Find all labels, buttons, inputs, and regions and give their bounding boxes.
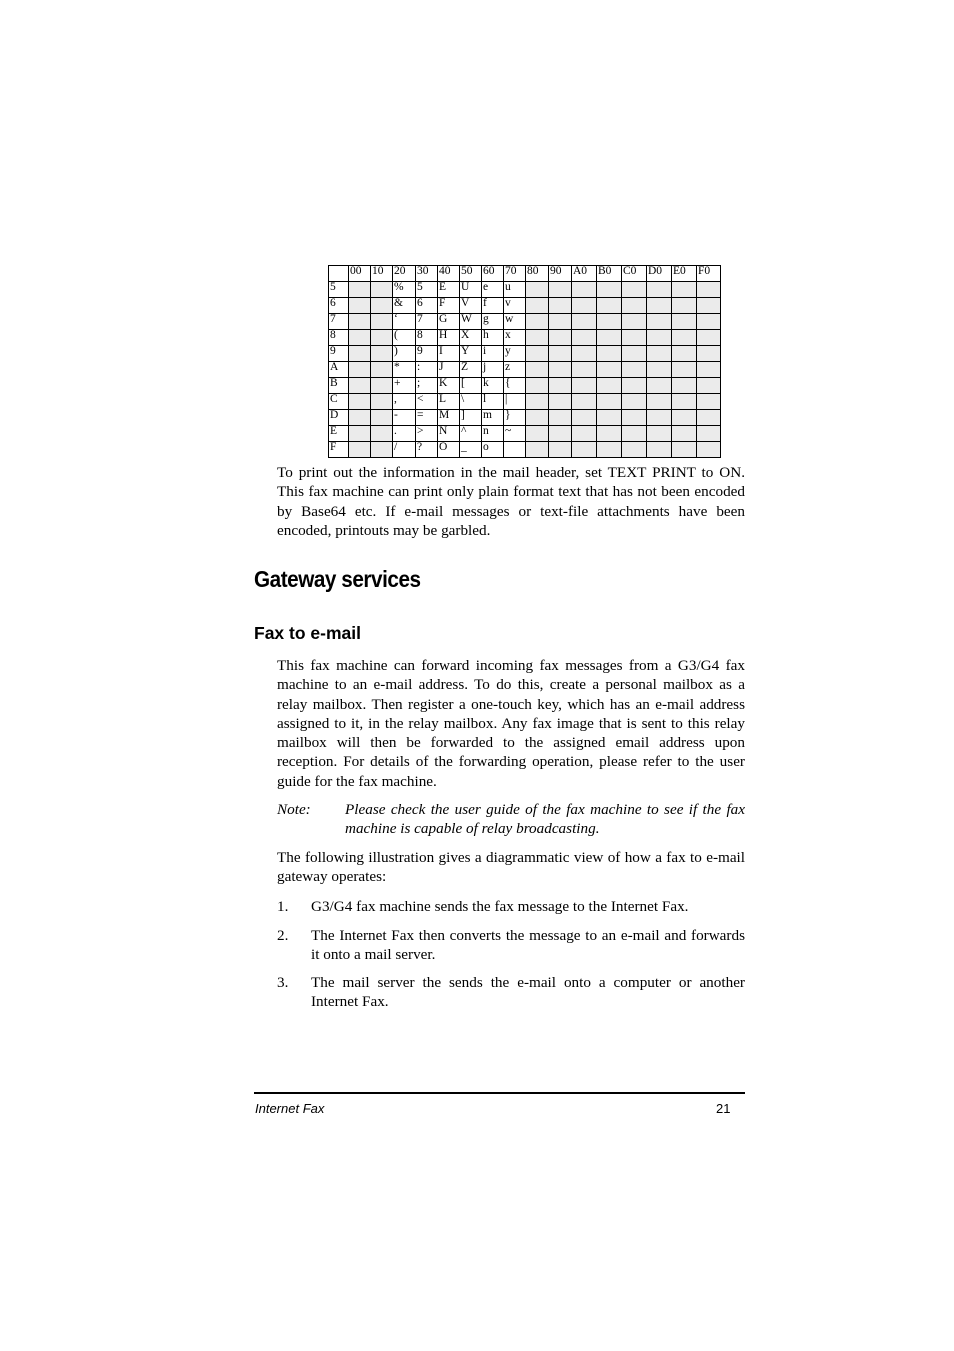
- table-cell: E: [438, 282, 460, 298]
- table-cell: [371, 426, 393, 442]
- column-header: 40: [438, 266, 460, 282]
- table-row: [329, 314, 721, 330]
- table-cell: [549, 442, 572, 458]
- table-cell: [371, 314, 393, 330]
- table-cell: [672, 314, 697, 330]
- table-cell: [697, 298, 721, 314]
- table-cell: D: [329, 410, 349, 426]
- table-cell: [647, 442, 672, 458]
- table-cell: [597, 410, 622, 426]
- table-row: [329, 330, 721, 346]
- table-cell: [371, 282, 393, 298]
- table-cell: [622, 362, 647, 378]
- table-cell: W: [460, 314, 482, 330]
- table-cell: [349, 314, 371, 330]
- page-number: 21: [716, 1101, 731, 1116]
- table-cell: [697, 394, 721, 410]
- table-cell: [672, 362, 697, 378]
- table-cell: [526, 314, 549, 330]
- table-cell: [349, 394, 371, 410]
- table-cell: =: [416, 410, 438, 426]
- table-cell: u: [504, 282, 526, 298]
- list-item: [277, 897, 745, 916]
- column-header: 30: [416, 266, 438, 282]
- table-cell: [526, 394, 549, 410]
- table-cell: [526, 410, 549, 426]
- table-cell: x: [504, 330, 526, 346]
- table-cell: 5: [416, 282, 438, 298]
- table-cell: [371, 394, 393, 410]
- table-cell: [647, 346, 672, 362]
- table-cell: o: [482, 442, 504, 458]
- table-cell: [672, 298, 697, 314]
- table-cell: [697, 426, 721, 442]
- table-cell: [572, 410, 597, 426]
- table-cell: N: [438, 426, 460, 442]
- table-cell: [549, 394, 572, 410]
- table-cell: [697, 362, 721, 378]
- table-cell: ‘: [393, 314, 416, 330]
- table-cell: [371, 378, 393, 394]
- table-cell: m: [482, 410, 504, 426]
- table-cell: _: [460, 442, 482, 458]
- section-title: Gateway services: [254, 566, 421, 592]
- table-cell: n: [482, 426, 504, 442]
- table-cell: H: [438, 330, 460, 346]
- table-row: [329, 442, 721, 458]
- table-cell: [572, 346, 597, 362]
- table-cell: [572, 330, 597, 346]
- list-item-number: 2.: [277, 927, 289, 944]
- table-cell: [572, 426, 597, 442]
- illustration-paragraph: The following illustration gives a diagrammatic view of how a fax to e-mail gateway operates:: [277, 849, 745, 886]
- table-cell: [549, 282, 572, 298]
- table-cell: [672, 426, 697, 442]
- table-cell: I: [438, 346, 460, 362]
- table-cell: [697, 410, 721, 426]
- table-cell: [572, 314, 597, 330]
- table-row: [329, 346, 721, 362]
- table-cell: [597, 282, 622, 298]
- table-cell: i: [482, 346, 504, 362]
- table-row: [329, 378, 721, 394]
- table-cell: }: [504, 410, 526, 426]
- table-cell: L: [438, 394, 460, 410]
- table-cell: [504, 442, 526, 458]
- table-cell: [647, 426, 672, 442]
- column-header: E0: [672, 266, 697, 282]
- table-cell: [647, 314, 672, 330]
- table-cell: [549, 330, 572, 346]
- table-cell: [349, 442, 371, 458]
- table-row: [329, 394, 721, 410]
- table-cell: [647, 330, 672, 346]
- table-cell: [572, 282, 597, 298]
- footer-title: Internet Fax: [255, 1101, 325, 1116]
- table-header-row: [329, 266, 721, 282]
- table-cell: [549, 426, 572, 442]
- column-header: 80: [526, 266, 549, 282]
- table-cell: [697, 314, 721, 330]
- table-cell: V: [460, 298, 482, 314]
- table-cell: [549, 314, 572, 330]
- table-row: [329, 298, 721, 314]
- table-cell: [647, 362, 672, 378]
- list-item-number: 3.: [277, 974, 289, 991]
- table-cell: A: [329, 362, 349, 378]
- table-body: [329, 282, 721, 458]
- note-label: Note:: [277, 801, 311, 818]
- table-cell: [349, 346, 371, 362]
- table-cell: [622, 394, 647, 410]
- table-cell: [526, 298, 549, 314]
- column-header: 00: [349, 266, 371, 282]
- table-cell: [349, 298, 371, 314]
- table-row: [329, 410, 721, 426]
- table-cell: [526, 346, 549, 362]
- table-cell: [622, 378, 647, 394]
- table-cell: [597, 298, 622, 314]
- table-cell: J: [438, 362, 460, 378]
- table-cell: [349, 410, 371, 426]
- table-cell: [349, 426, 371, 442]
- table-cell: ): [393, 346, 416, 362]
- table-cell: ,: [393, 394, 416, 410]
- table-cell: F: [438, 298, 460, 314]
- list-item: [277, 973, 745, 1012]
- table-cell: ?: [416, 442, 438, 458]
- table-cell: 5: [329, 282, 349, 298]
- table-row: [329, 282, 721, 298]
- table-cell: /: [393, 442, 416, 458]
- table-cell: [572, 378, 597, 394]
- table-cell: [697, 378, 721, 394]
- table-cell: U: [460, 282, 482, 298]
- table-cell: G: [438, 314, 460, 330]
- subsection-title: Fax to e-mail: [254, 623, 361, 643]
- table-cell: ^: [460, 426, 482, 442]
- column-header: [329, 266, 349, 282]
- table-cell: Y: [460, 346, 482, 362]
- table-cell: [597, 314, 622, 330]
- table-cell: [: [460, 378, 482, 394]
- list-item: [277, 926, 745, 965]
- table-cell: F: [329, 442, 349, 458]
- table-cell: [697, 330, 721, 346]
- table-cell: <: [416, 394, 438, 410]
- table-cell: :: [416, 362, 438, 378]
- table-cell: .: [393, 426, 416, 442]
- table-cell: [597, 426, 622, 442]
- table-cell: [349, 378, 371, 394]
- table-cell: [597, 394, 622, 410]
- table-cell: [572, 394, 597, 410]
- table-cell: 8: [416, 330, 438, 346]
- table-cell: [349, 362, 371, 378]
- table-cell: [597, 442, 622, 458]
- character-code-table: [328, 265, 721, 458]
- table-cell: [526, 330, 549, 346]
- table-cell: |: [504, 394, 526, 410]
- table-cell: f: [482, 298, 504, 314]
- table-cell: [572, 362, 597, 378]
- table-cell: 8: [329, 330, 349, 346]
- table-cell: e: [482, 282, 504, 298]
- table-cell: [622, 346, 647, 362]
- table-cell: [526, 362, 549, 378]
- table-cell: [697, 282, 721, 298]
- note-text: Please check the user guide of the fax machine to see if the fax machine is capable of relay broadcasting.: [345, 801, 745, 838]
- table-cell: &: [393, 298, 416, 314]
- table-cell: 9: [416, 346, 438, 362]
- column-header: C0: [622, 266, 647, 282]
- table-cell: [597, 378, 622, 394]
- intro-paragraph: To print out the information in the mail header, set TEXT PRINT to ON. This fax machine can print only plain format text that has not been encoded by Base64 etc. If e-mail messages or text-file attachments have been encoded, printouts may be garbled.: [277, 464, 745, 539]
- table-cell: [371, 330, 393, 346]
- table-cell: [672, 330, 697, 346]
- table-cell: [672, 378, 697, 394]
- table-cell: [647, 410, 672, 426]
- table-cell: 7: [329, 314, 349, 330]
- table-cell: ]: [460, 410, 482, 426]
- table-cell: [371, 362, 393, 378]
- table-cell: [672, 282, 697, 298]
- table-cell: [647, 378, 672, 394]
- table-cell: [549, 410, 572, 426]
- table-cell: {: [504, 378, 526, 394]
- table-cell: [526, 282, 549, 298]
- table-cell: v: [504, 298, 526, 314]
- table-cell: \: [460, 394, 482, 410]
- table-cell: [549, 346, 572, 362]
- table-cell: [572, 442, 597, 458]
- table-cell: [622, 282, 647, 298]
- table-cell: j: [482, 362, 504, 378]
- table-cell: [526, 378, 549, 394]
- body-paragraph: This fax machine can forward incoming fax messages from a G3/G4 fax machine to an e-mail address. To do this, create a personal mailbox as a relay mailbox. Then register a one-touch key, which has an e-mail address assigned to it, in the relay mailbox. Any fax image that is sent to this relay mailbox will then be forwarded to the assigned email address upon reception. For details of the forwarding operation, please refer to the user guide for the fax machine.: [277, 657, 745, 790]
- table-cell: k: [482, 378, 504, 394]
- table-cell: -: [393, 410, 416, 426]
- table-cell: [597, 362, 622, 378]
- table-cell: h: [482, 330, 504, 346]
- table-cell: >: [416, 426, 438, 442]
- table-cell: K: [438, 378, 460, 394]
- table-cell: [371, 410, 393, 426]
- table-cell: [371, 298, 393, 314]
- column-header: B0: [597, 266, 622, 282]
- column-header: F0: [697, 266, 721, 282]
- table-cell: C: [329, 394, 349, 410]
- table-cell: [549, 362, 572, 378]
- table-cell: [672, 346, 697, 362]
- table-cell: B: [329, 378, 349, 394]
- table-cell: 6: [416, 298, 438, 314]
- table-cell: Z: [460, 362, 482, 378]
- table-cell: 6: [329, 298, 349, 314]
- table-cell: [526, 426, 549, 442]
- table-cell: l: [482, 394, 504, 410]
- table-cell: [622, 314, 647, 330]
- column-header: 70: [504, 266, 526, 282]
- table-cell: g: [482, 314, 504, 330]
- table-cell: [622, 298, 647, 314]
- table-cell: [371, 442, 393, 458]
- table-cell: %: [393, 282, 416, 298]
- table-cell: y: [504, 346, 526, 362]
- table-cell: *: [393, 362, 416, 378]
- table-cell: [549, 298, 572, 314]
- table-cell: X: [460, 330, 482, 346]
- table-cell: +: [393, 378, 416, 394]
- table-cell: [572, 298, 597, 314]
- table-cell: [597, 330, 622, 346]
- list-item-text: G3/G4 fax machine sends the fax message to the Internet Fax.: [311, 898, 689, 915]
- table-cell: M: [438, 410, 460, 426]
- table-cell: 9: [329, 346, 349, 362]
- table-cell: [672, 394, 697, 410]
- table-row: [329, 362, 721, 378]
- list-item-text: The mail server the sends the e-mail onto a computer or another Internet Fax.: [311, 974, 745, 1011]
- table-cell: [371, 346, 393, 362]
- table-row: [329, 426, 721, 442]
- table-cell: [622, 410, 647, 426]
- column-header: 90: [549, 266, 572, 282]
- table-cell: z: [504, 362, 526, 378]
- table-cell: ;: [416, 378, 438, 394]
- column-header: 60: [482, 266, 504, 282]
- footer-rule: [254, 1092, 745, 1094]
- table-cell: [672, 410, 697, 426]
- table-cell: ~: [504, 426, 526, 442]
- table-cell: [672, 442, 697, 458]
- table-cell: [622, 330, 647, 346]
- column-header: D0: [647, 266, 672, 282]
- table-cell: [597, 346, 622, 362]
- list-item-text: The Internet Fax then converts the message to an e-mail and forwards it onto a mail server.: [311, 927, 745, 964]
- table-cell: [526, 442, 549, 458]
- list-item-number: 1.: [277, 898, 289, 915]
- table-cell: [647, 394, 672, 410]
- table-cell: [549, 378, 572, 394]
- column-header: 20: [393, 266, 416, 282]
- table-cell: [697, 346, 721, 362]
- note-block: [277, 800, 745, 839]
- table-cell: [622, 426, 647, 442]
- table-cell: [349, 282, 371, 298]
- table-cell: 7: [416, 314, 438, 330]
- column-header: A0: [572, 266, 597, 282]
- table-cell: [647, 282, 672, 298]
- table-cell: O: [438, 442, 460, 458]
- table-cell: [697, 442, 721, 458]
- table-cell: [349, 330, 371, 346]
- table-cell: (: [393, 330, 416, 346]
- table-cell: E: [329, 426, 349, 442]
- table-cell: [647, 298, 672, 314]
- column-header: 10: [371, 266, 393, 282]
- column-header: 50: [460, 266, 482, 282]
- table-cell: [622, 442, 647, 458]
- table-cell: w: [504, 314, 526, 330]
